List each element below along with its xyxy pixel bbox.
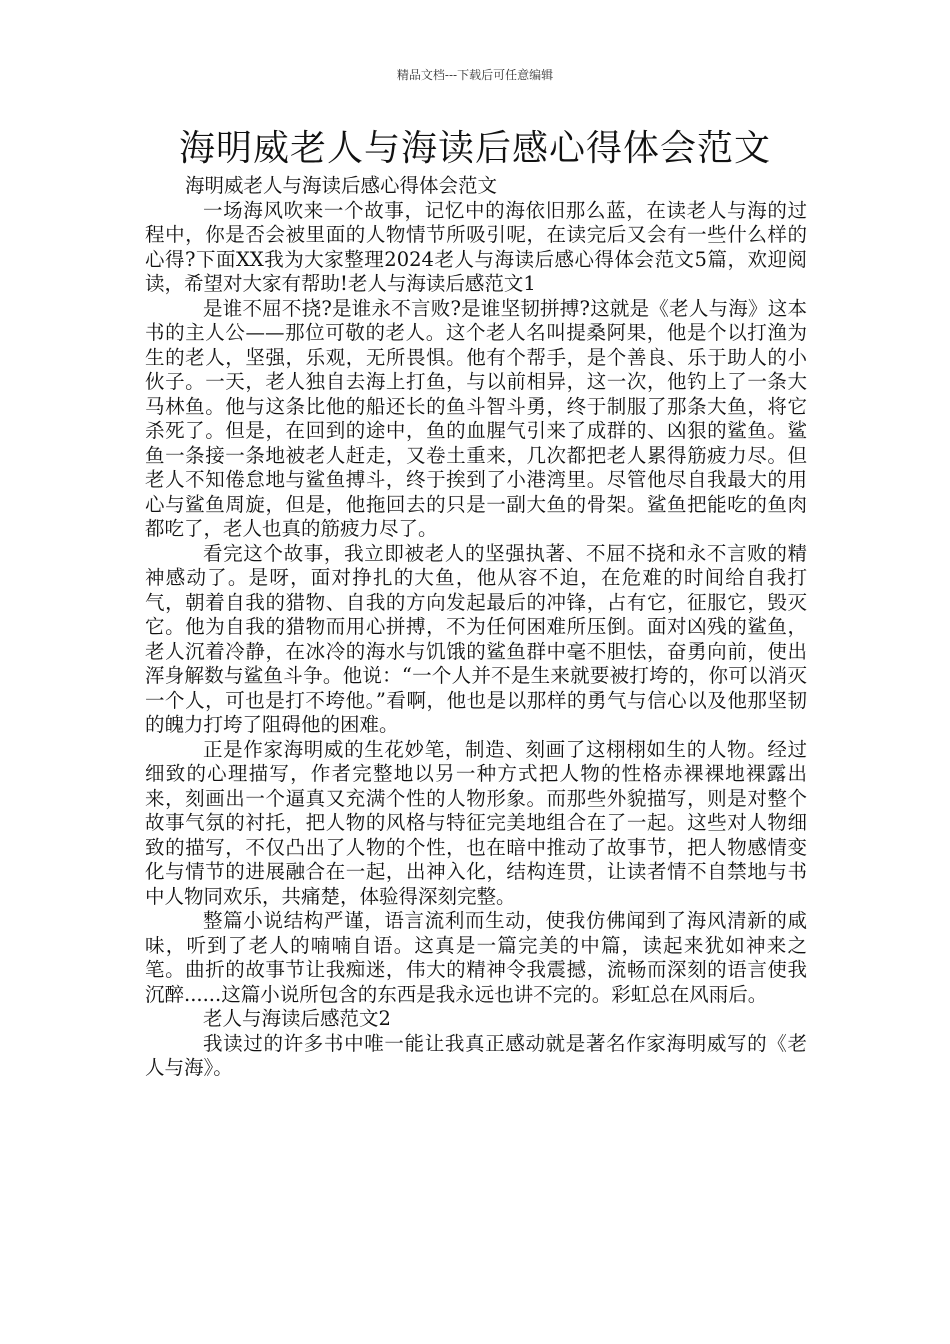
paragraph: 我读过的许多书中唯一能让我真正感动就是著名作家海明威写的《老人与海》。 [145,1031,807,1079]
paragraph: 整篇小说结构严谨，语言流利而生动，使我仿佛闻到了海风清新的咸味，听到了老人的喃喃自语。这真是一篇完美的中篇，读起来犹如神来之笔。曲折的故事节让我痴迷，伟大的精神令我震撼，流畅而深刻的语言使我沉醉......这篇小说所包含的东西是我永远也讲不完的。彩虹总在风雨后。 [145,909,807,1006]
document-body [145,174,807,1081]
document-subtitle: 海明威老人与海读后感心得体会范文 [185,174,498,197]
paragraph: 正是作家海明威的生花妙笔，制造、刻画了这栩栩如生的人物。经过细致的心理描写，作者完整地以另一种方式把人物的性格赤裸裸地裸露出来，刻画出一个逼真又充满个性的人物形象。而那些外貌描写，则是对整个故事气氛的衬托，把人物的风格与特征完美地组合在了一起。这些对人物细致的描写，不仅凸出了人物的个性，也在暗中推动了故事节，把人物感情变化与情节的进展融合在一起，出神入化，结构连贯，让读者情不自禁地与书中人物同欢乐，共痛楚，体验得深刻完整。 [145,737,807,908]
section-heading: 老人与海读后感范文2 [203,1007,391,1030]
page-header: 精品文档---下载后可任意编辑 [396,68,554,82]
paragraph: 是谁不屈不挠?是谁永不言败?是谁坚韧拼搏?这就是《老人与海》这本书的主人公——那位可敬的老人。这个老人名叫提桑阿果，他是个以打渔为生的老人，坚强，乐观，无所畏惧。他有个帮手，是个善良、乐于助人的小伙子。一天，老人独自去海上打鱼，与以前相异，这一次，他钓上了一条大马林鱼。他与这条比他的船还长的鱼斗智斗勇，终于制服了那条大鱼，将它杀死了。但是，在回到的途中，鱼的血腥气引来了成群的、凶狠的鲨鱼。鲨鱼一条接一条地被老人赶走，又卷土重来，几次都把老人累得筋疲力尽。但老人不知倦怠地与鲨鱼搏斗，终于挨到了小港湾里。尽管他尽自我最大的用心与鲨鱼周旋，但是，他拖回去的只是一副大鱼的骨架。鲨鱼把能吃的鱼肉都吃了，老人也真的筋疲力尽了。 [145,296,807,540]
paragraph: 看完这个故事，我立即被老人的坚强执著、不屈不挠和永不言败的精神感动了。是呀，面对挣扎的大鱼，他从容不迫，在危难的时间给自我打气，朝着自我的猎物、自我的方向发起最后的冲锋，占有它，征服它，毁灭它。他为自我的猎物而用心拼搏，不为任何困难所压倒。面对凶残的鲨鱼，老人沉着冷静，在冰冷的海水与饥饿的鲨鱼群中毫不胆怯，奋勇向前，使出浑身解数与鲨鱼斗争。他说：“一个人并不是生来就要被打垮的，你可以消灭一个人，可也是打不垮他。”看啊，他也是以那样的勇气与信心以及他那坚韧的魄力打垮了阻碍他的困难。 [145,541,807,736]
paragraph: 一场海风吹来一个故事，记忆中的海依旧那么蓝，在读老人与海的过程中，你是否会被里面的人物情节所吸引呢，在读完后又会有一些什么样的心得?下面XX我为大家整理2024老人与海读后感心得体会范文5篇，欢迎阅读，希望对大家有帮助!老人与海读后感范文1 [145,198,807,295]
document-title: 海明威老人与海读后感心得体会范文 [178,128,771,169]
